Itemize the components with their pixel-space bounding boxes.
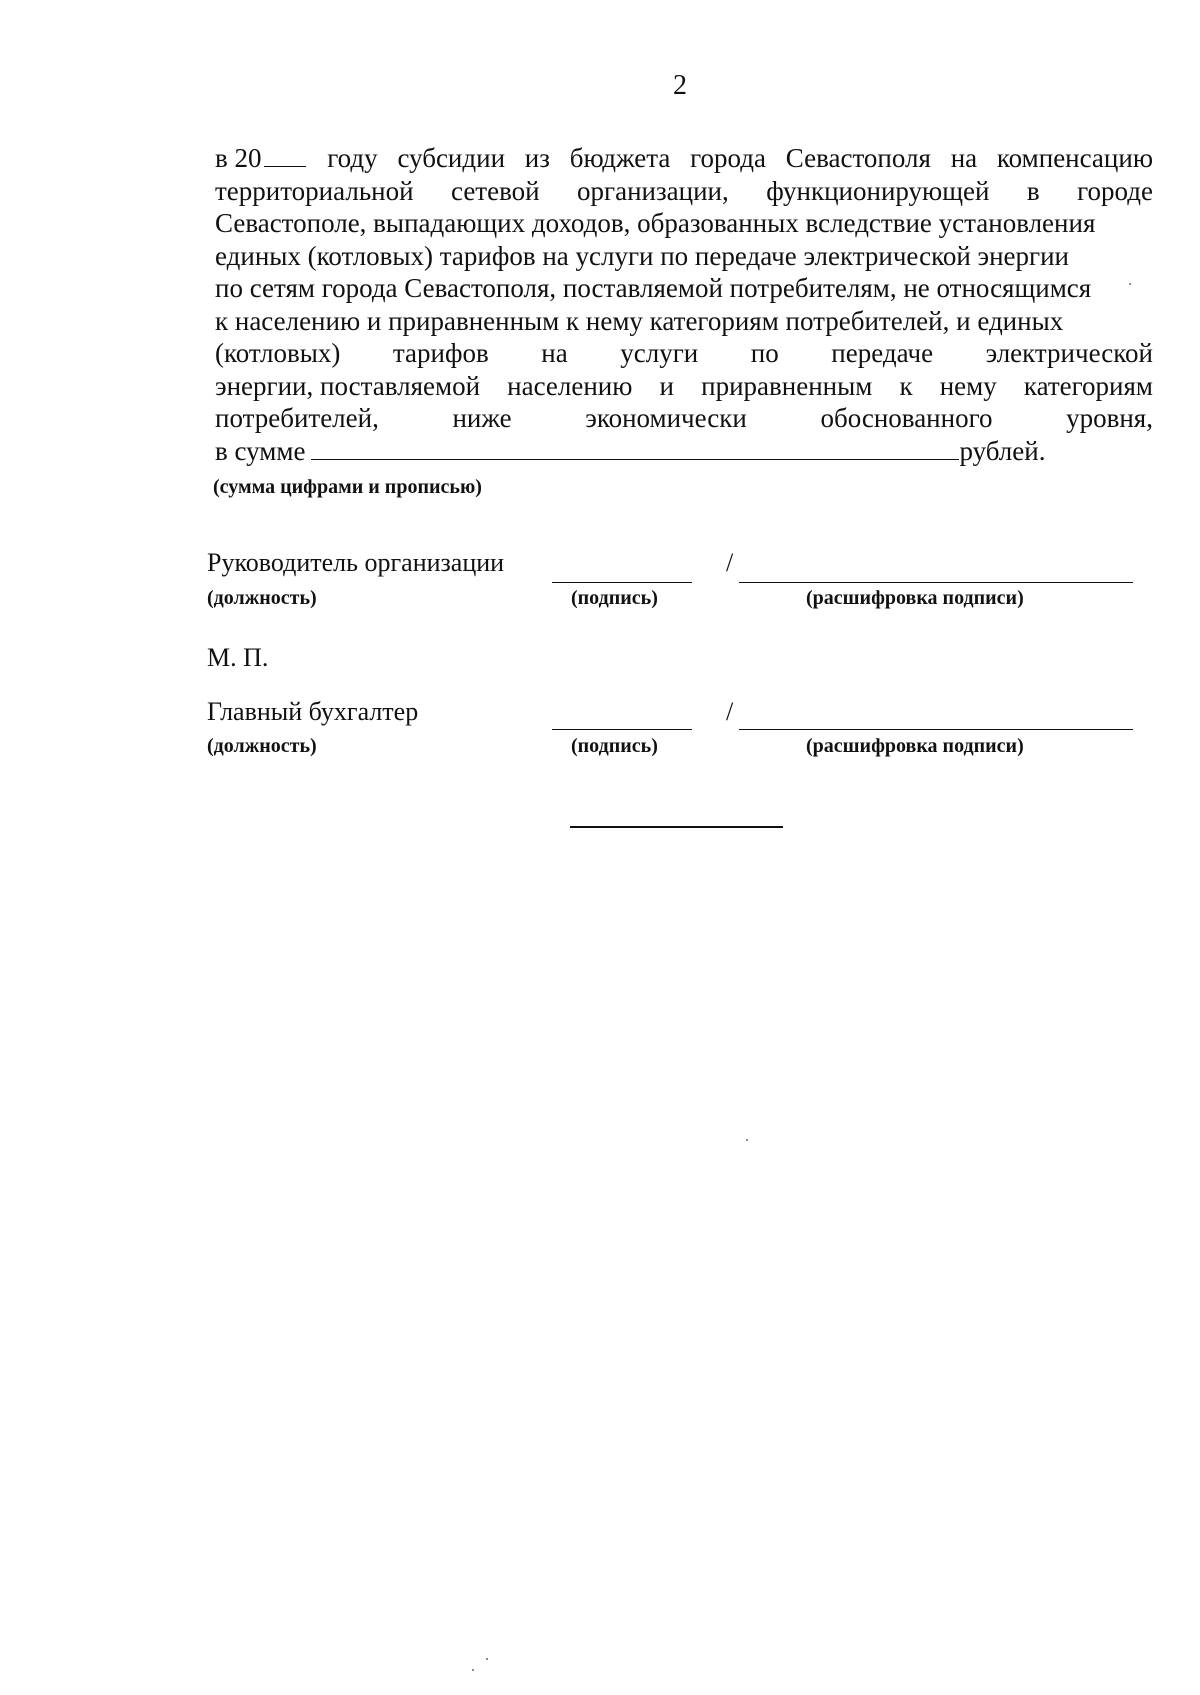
paragraph-word: и [659,370,674,401]
paragraph-line-6: к населению и приравненным к нему категориям потребителей, и единых [215,305,1064,336]
director-position-caption: (должность) [207,587,317,609]
paragraph-line-4: единых (котловых) тарифов на услуги по передаче электрической энергии [215,240,1070,271]
accountant-signature-caption: (подпись) [571,735,658,757]
paragraph-line-10 [215,435,1153,468]
end-of-document-rule [570,826,783,828]
sum-label: в сумме [215,435,306,466]
paragraph-word: обоснованного [820,403,993,433]
currency-label: рублей. [959,435,1046,466]
paragraph-word: компенсацию [996,143,1153,173]
stamp-place-label: М. П. [207,643,269,672]
accountant-role-label: Главный бухгалтер [207,697,419,726]
scan-speck [486,1658,488,1660]
paragraph-line-3: Севастополе, выпадающих доходов, образованных вследствие установления [215,208,1096,238]
paragraph-word: нему [939,370,997,401]
director-decoding-line [739,582,1133,583]
paragraph-word: передаче [831,338,934,368]
director-signature-caption: (подпись) [571,587,658,609]
paragraph-word: территориальной [215,175,414,206]
paragraph-word: субсидии [397,143,506,173]
paragraph-word: к [899,370,913,401]
paragraph-word: сетевой [451,175,540,206]
paragraph-line-5: по сетям города Севастополя, поставляемой потребителям, не относящимся [215,273,1092,303]
director-signature-line [552,582,692,583]
accountant-decoding-line [739,729,1133,730]
paragraph-word: уровня, [1066,403,1153,433]
paragraph-line-7 [215,337,1153,370]
paragraph-word: на [950,143,978,173]
accountant-position-caption: (должность) [207,735,317,757]
paragraph-word: Севастополя [785,143,931,173]
paragraph-line-2 [215,175,1153,208]
paragraph-word: по [750,338,779,368]
director-slash: / [726,548,734,577]
paragraph-word: категориям [1023,370,1153,401]
paragraph-word: ниже [452,403,512,433]
page-number: 2 [673,70,687,101]
paragraph-word: экономически [585,403,747,433]
paragraph-word: (котловых) [215,338,341,368]
paragraph-word: приравненным [701,370,873,401]
paragraph-word: электрической [985,338,1153,368]
paragraph-word: в 20 [215,143,262,173]
paragraph-line-8 [215,370,1153,403]
paragraph-word: городе [1077,175,1153,206]
body-paragraph [215,142,1153,467]
sum-caption: (сумма цифрами и прописью) [213,476,482,498]
accountant-slash: / [726,697,734,726]
paragraph-word: потребителей, [215,403,379,433]
paragraph-word: бюджета [569,143,671,173]
sum-blank-field [311,435,959,460]
accountant-signature-line [552,729,692,730]
paragraph-word: услуги [620,338,699,368]
year-blank [264,142,306,167]
accountant-decoding-caption: (расшифровка подписи) [806,735,1024,757]
paragraph-word: функционирующей [766,175,990,206]
paragraph-word: в [1026,175,1040,206]
scan-speck [472,1669,474,1671]
director-decoding-caption: (расшифровка подписи) [806,587,1024,609]
director-role-label: Руководитель организации [207,548,505,577]
paragraph-word: на [541,338,568,368]
paragraph-word: населению [507,370,633,401]
paragraph-line-9 [215,402,1153,435]
scan-speck [1129,283,1131,285]
paragraph-word: организации, [577,175,729,206]
paragraph-word: энергии, поставляемой [215,370,481,401]
scan-speck [746,1139,748,1141]
paragraph-word: из [524,143,550,173]
paragraph-word: году [327,143,378,173]
paragraph-word: тарифов [392,338,489,368]
paragraph-line-1 [215,142,1153,175]
paragraph-word: города [690,143,767,173]
